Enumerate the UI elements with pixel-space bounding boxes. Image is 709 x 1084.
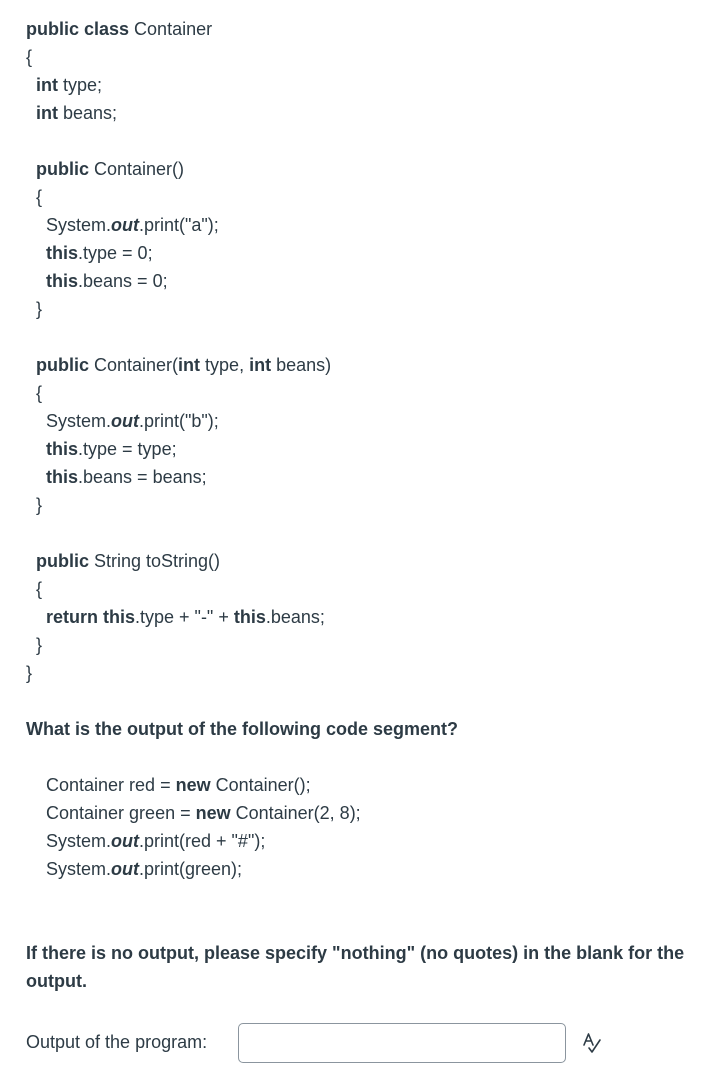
code-line-open-brace: { <box>36 579 43 599</box>
code-line-assign-beans: this.beans = 0; <box>46 271 168 291</box>
code-line-print-a: System.out.print("a"); <box>46 215 219 235</box>
code-line-class-decl: public class Container <box>26 19 213 39</box>
segment-line-print-red: System.out.print(red + "#"); <box>46 831 266 851</box>
code-line-assign-type: this.type = 0; <box>46 243 153 263</box>
code-line-field-beans: int beans; <box>36 103 118 123</box>
code-line-close-brace: } <box>36 495 43 515</box>
code-line-class-close-brace: } <box>26 663 33 683</box>
code-line-tostring-decl: public String toString() <box>36 551 221 571</box>
code-line-field-type: int type; <box>36 75 103 95</box>
code-line-print-b: System.out.print("b"); <box>46 411 219 431</box>
segment-line-green: Container green = new Container(2, 8); <box>46 803 361 823</box>
code-line-close-brace: } <box>36 635 43 655</box>
spell-check-icon[interactable] <box>581 1031 603 1055</box>
code-line-param-ctor: public Container(int type, int beans) <box>36 355 332 375</box>
code-line-assign-type: this.type = type; <box>46 439 177 459</box>
code-line-open-brace: { <box>36 187 43 207</box>
code-line-default-ctor: public Container() <box>36 159 185 179</box>
code-line-assign-beans: this.beans = beans; <box>46 467 207 487</box>
answer-label: Output of the program: <box>26 1032 208 1052</box>
question-text: What is the output of the following code segment? <box>26 719 458 739</box>
instruction-text: If there is no output, please specify "nothing" (no quotes) in the blank for the output. <box>26 943 685 991</box>
answer-input[interactable] <box>238 1023 566 1063</box>
segment-line-print-green: System.out.print(green); <box>46 859 243 879</box>
code-line-open-brace: { <box>26 47 33 67</box>
code-line-open-brace: { <box>36 383 43 403</box>
code-line-close-brace: } <box>36 299 43 319</box>
segment-line-red: Container red = new Container(); <box>46 775 311 795</box>
code-line-return: return this.type + "-" + this.beans; <box>46 607 325 627</box>
